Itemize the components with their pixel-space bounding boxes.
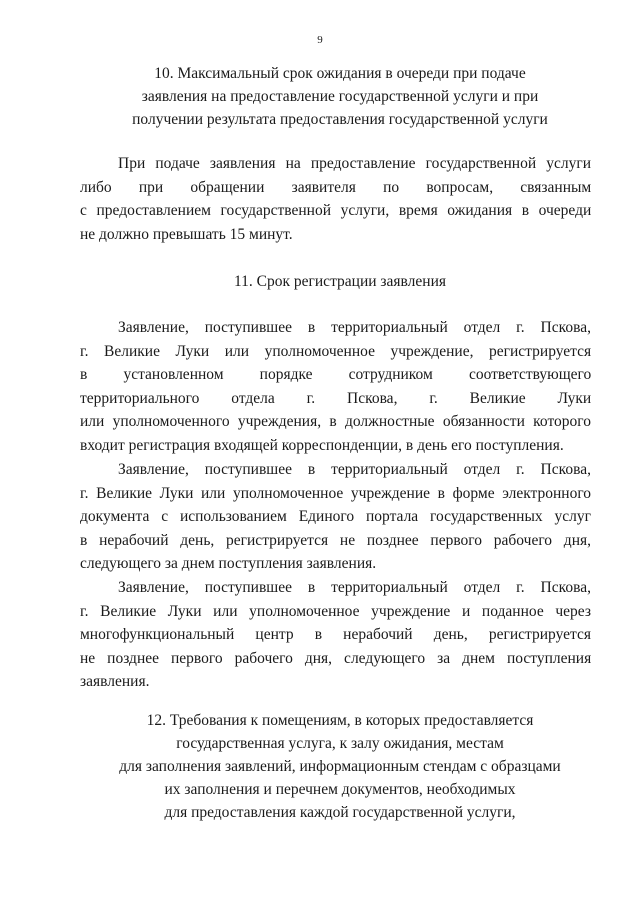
paragraph-line: Заявление, поступившее в территориальный отдел г. Пскова,: [118, 579, 591, 596]
paragraph-line: При подаче заявления на предоставление государственной услуги: [118, 155, 591, 172]
heading-line: 10. Максимальный срок ожидания в очереди при подаче: [154, 65, 526, 82]
paragraph-line: Заявление, поступившее в территориальный отдел г. Пскова,: [118, 319, 591, 336]
heading-line: государственная услуга, к залу ожидания, местам: [176, 735, 504, 752]
section-10-heading: [80, 62, 600, 131]
section-10-paragraph: [80, 152, 591, 246]
paragraph-line: не должно превышать 15 минут.: [80, 225, 293, 243]
section-11-paragraph-3: [80, 576, 591, 694]
paragraph-line: г. Великие Луки или уполномоченное учреждение, регистрируется: [80, 342, 592, 360]
section-12-heading: [80, 709, 600, 824]
section-11-paragraph-2: [80, 458, 591, 576]
paragraph-line: в установленном порядке сотрудником соответствующего: [80, 366, 592, 384]
page-number: 9: [317, 34, 323, 46]
paragraph-line: Заявление, поступившее в территориальный отдел г. Пскова,: [118, 461, 591, 478]
paragraph-line: заявления.: [80, 673, 150, 691]
paragraph-line: либо при обращении заявителя по вопросам, связанным: [80, 178, 592, 196]
paragraph-line: в нерабочий день, регистрируется не позднее первого рабочего дня,: [80, 531, 591, 549]
paragraph-line: или уполномоченного учреждения, в должностные обязанности которого: [80, 413, 591, 431]
heading-line: их заполнения и перечнем документов, необходимых: [164, 781, 516, 798]
paragraph-line: территориального отдела г. Пскова, г. Великие Луки: [80, 389, 592, 407]
paragraph-line: с предоставлением государственной услуги, время ожидания в очереди: [80, 202, 592, 220]
heading-line: для предоставления каждой государственной услуги,: [164, 804, 516, 821]
section-11-paragraph-1: [80, 316, 591, 458]
paragraph-line: не позднее первого рабочего дня, следующего за днем поступления: [80, 649, 592, 667]
heading-line: получении результата предоставления государственной услуги: [132, 111, 548, 128]
heading-line: для заполнения заявлений, информационным стендам с образцами: [119, 758, 561, 775]
heading-line: 12. Требования к помещениям, в которых предоставляется: [146, 712, 534, 729]
paragraph-line: многофункциональный центр в нерабочий день, регистрируется: [80, 626, 591, 644]
paragraph-line: г. Великие Луки или уполномоченное учреждение в форме электронного: [80, 484, 592, 502]
paragraph-line: г. Великие Луки или уполномоченное учреждение и поданное через: [80, 602, 591, 620]
paragraph-line: документа с использованием Единого портала государственных услуг: [80, 508, 591, 526]
heading-line: 11. Срок регистрации заявления: [233, 273, 446, 290]
paragraph-line: входит регистрация входящей корреспонденции, в день его поступления.: [80, 436, 564, 454]
paragraph-line: следующего за днем поступления заявления.: [80, 555, 377, 573]
section-11-heading: [80, 270, 600, 293]
heading-line: заявления на предоставление государственной услуги и при: [141, 88, 539, 105]
